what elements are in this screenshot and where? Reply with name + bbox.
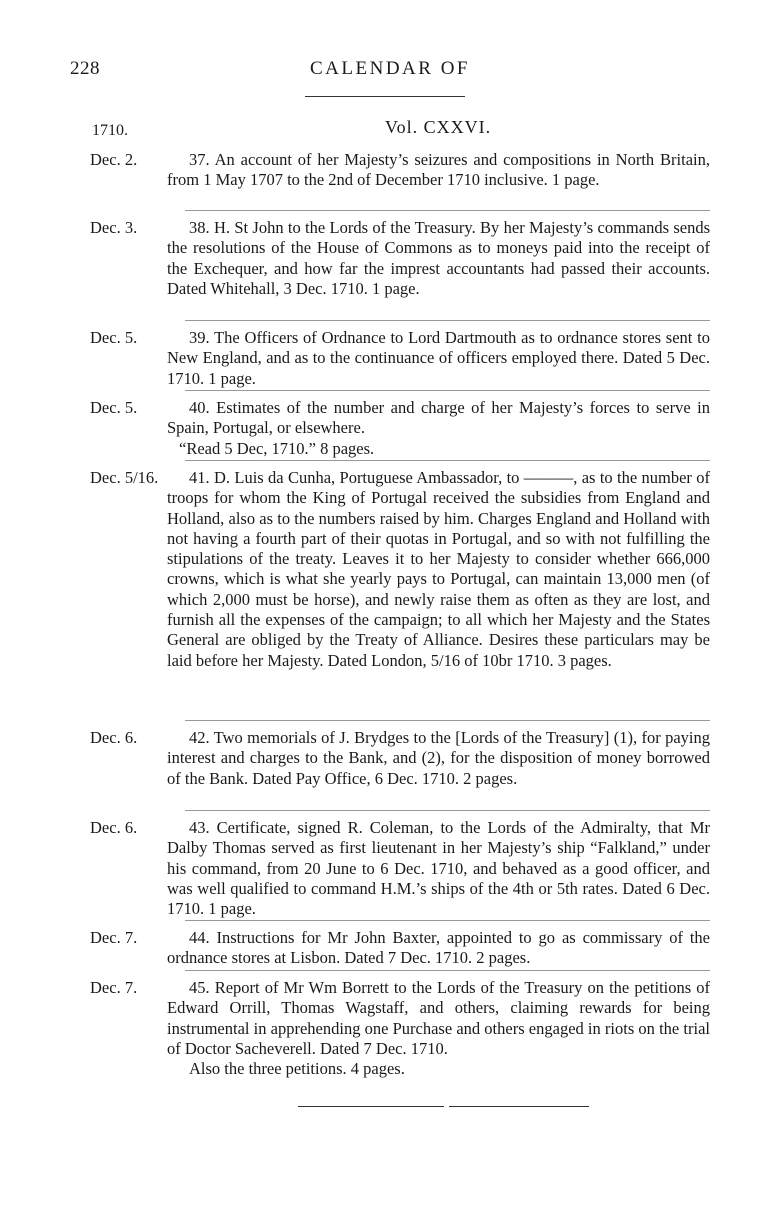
entry-body [167, 928, 710, 969]
footer-rule [298, 1106, 444, 1107]
entry-body [167, 218, 710, 299]
page-header [70, 58, 710, 82]
entry-note: Also the three petitions. 4 pages. [189, 1059, 405, 1079]
entry-body [167, 818, 710, 919]
entry-body [167, 468, 710, 671]
entry-divider [185, 970, 710, 971]
entry-body [167, 150, 710, 191]
entry-text: 38. H. St John to the Lords of the Treasury. By her Majesty’s commands sends the resolutions of the House of Commons as to moneys paid into the receipt of the Exchequer, and how far the imprest accountants had passed their accounts. Dated Whitehall, 3 Dec. 1710. 1 page. [167, 218, 710, 298]
entry-note: “Read 5 Dec, 1710.” 8 pages. [179, 438, 375, 458]
volume-heading: Vol. CXXVI. [385, 117, 492, 137]
entry-date: Dec. 7. [90, 928, 138, 947]
entry-body [167, 328, 710, 389]
entry-date: Dec. 5. [90, 328, 138, 347]
entry-text: 41. D. Luis da Cunha, Portuguese Ambassador, to ———, as to the number of troops for whom the King of Portugal received the subsidies from England and Holland, also as to the numbers raised by him. Charges England and Holland with not having a fourth part of their quotas in Portugal, and so with not fulfilling the stipulations of the treaty. Leaves it to her Majesty to consider whether 666,000 crowns, which is what she yearly pays to Portugal, can maintain 13,000 men (of which 2,000 must be horse), and newly raise them as often as they are lost, and furnish all the expenses of the campaign; to all which her Majesty and the States General are obliged by the Treaty of Alliance. Desires these particulars may be laid before her Majesty. Dated London, 5/16 of 10br 1710. 3 pages. [167, 468, 710, 670]
entry-divider [185, 210, 710, 211]
entry-date: Dec. 5/16. [90, 468, 159, 487]
footer-rule [449, 1106, 589, 1107]
entry-date: Dec. 2. [90, 150, 138, 169]
entry-text: 42. Two memorials of J. Brydges to the [Lords of the Treasury] (1), for paying interest and charges to the Bank, and (2), for the disposition of money borrowed of the Bank. Dated Pay Office, 6 Dec. 1710. 2 pages. [167, 728, 710, 788]
header-rule [305, 96, 465, 97]
entry-date: Dec. 6. [90, 728, 138, 747]
entry-divider [185, 920, 710, 921]
entry-text: 43. Certificate, signed R. Coleman, to the Lords of the Admiralty, that Mr Dalby Thomas served as first lieutenant in her Majesty’s ship “Falkland,” under his command, from 20 June to 6 Dec. 1710, and behaved as a good officer, and was well qualified to command H.M.’s ships of the 4th or 5th rates. Dated 6 Dec. 1710. 1 page. [167, 818, 710, 919]
entry-divider [185, 390, 710, 391]
entry-body [167, 398, 710, 459]
entry-divider [185, 320, 710, 321]
entry-divider [185, 720, 710, 721]
entry-date: Dec. 6. [90, 818, 138, 837]
entry-body [167, 978, 710, 1079]
page-number: 228 [70, 58, 100, 79]
entry-date: Dec. 3. [90, 218, 138, 237]
entry-text: 45. Report of Mr Wm Borrett to the Lords of the Treasury on the petitions of Edward Orrill, Thomas Wagstaff, and others, claiming rewards for being instrumental in apprehending one Purchase and others engaged in riots on the trial of Doctor Sacheverell. Dated 7 Dec. 1710. [167, 978, 710, 1058]
entry-divider [185, 460, 710, 461]
entry-divider [185, 810, 710, 811]
entry-text: 39. The Officers of Ordnance to Lord Dartmouth as to ordnance stores sent to New England, and as to the continuance of officers employed there. Dated 5 Dec. 1710. 1 page. [167, 328, 710, 388]
entry-text: 44. Instructions for Mr John Baxter, appointed to go as commissary of the ordnance stores at Lisbon. Dated 7 Dec. 1710. 2 pages. [167, 928, 710, 968]
running-title: CALENDAR OF [310, 58, 470, 79]
entry-date: Dec. 7. [90, 978, 138, 997]
entry-text: 37. An account of her Majesty’s seizures and compositions in North Britain, from 1 May 1707 to the 2nd of December 1710 inclusive. 1 page. [167, 150, 710, 190]
entry-date: Dec. 5. [90, 398, 138, 417]
year-label: 1710. [92, 122, 128, 139]
entry-text: 40. Estimates of the number and charge of her Majesty’s forces to serve in Spain, Portugal, or elsewhere. [167, 398, 710, 438]
entry-body [167, 728, 710, 789]
